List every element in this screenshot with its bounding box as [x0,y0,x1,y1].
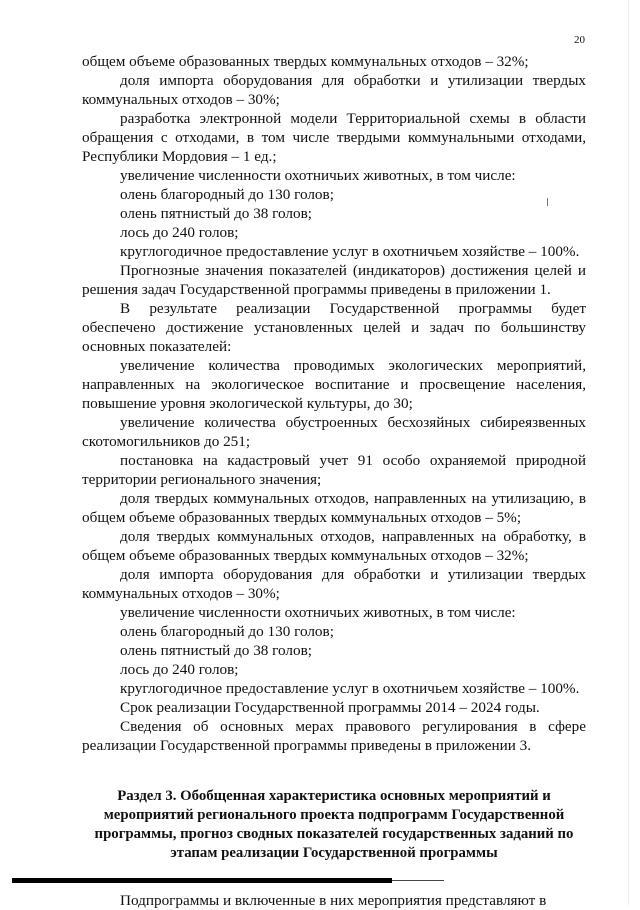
paragraph: общем объеме образованных твердых коммунальных отходов – 32%; [82,53,529,70]
paragraph: разработка электронной модели Территориальной схемы в области обращения с отходами, в том числе твердыми коммунальными отходами, Республики Мордовия – 1 ед.; [82,110,586,165]
paragraph: Сведения об основных мерах правового регулирования в сфере реализации Государственной программы приведены в приложении 3. [82,718,586,754]
section-heading: Раздел 3. Обобщенная характеристика основных мероприятий и мероприятий регионального проекта подпрограмм Государственной программы, прогноз сводных показателей государственных заданий по этапам реализации Государственной программы [94,788,574,861]
final-paragraph: Подпрограммы и включенные в них мероприятия представляют в [120,892,547,909]
document-body [82,52,586,910]
paragraph: доля импорта оборудования для обработки и утилизации твердых коммунальных отходов – 30%; [82,566,586,602]
paragraph: доля твердых коммунальных отходов, направленных на обработку, в общем объеме образованных твердых коммунальных отходов – 32%; [82,528,586,564]
scan-bottom-line [392,880,444,881]
paragraph: лось до 240 голов; [120,661,239,678]
paragraph: Прогнозные значения показателей (индикаторов) достижения целей и решения задач Государственной программы приведены в приложении 1. [82,262,586,298]
paragraph: увеличение количества проводимых экологических мероприятий, направленных на экологическое воспитание и просвещение населения, повышение уровня экологической культуры, до 30; [82,357,586,412]
paragraph: круглогодичное предоставление услуг в охотничьем хозяйстве – 100%. [120,680,580,697]
paragraph: лось до 240 голов; [120,224,239,241]
page-number: 20 [574,34,585,46]
paragraph-list [82,52,586,755]
paragraph: увеличение численности охотничьих животных, в том числе: [120,167,516,184]
paragraph: олень пятнистый до 38 голов; [120,205,312,222]
paragraph: олень благородный до 130 голов; [120,623,334,640]
paragraph: постановка на кадастровый учет 91 особо охраняемой природной территории регионального значения; [82,452,586,488]
paragraph: олень пятнистый до 38 голов; [120,642,312,659]
paragraph: увеличение количества обустроенных бесхозяйных сибиреязвенных скотомогильников до 251; [82,414,586,450]
paragraph: олень благородный до 130 голов; [120,186,334,203]
paragraph: В результате реализации Государственной программы будет обеспечено достижение установленных целей и задач по большинству основных показателей: [82,300,586,355]
paragraph: Срок реализации Государственной программы 2014 – 2024 годы. [120,699,540,716]
paragraph: круглогодичное предоставление услуг в охотничьем хозяйстве – 100%. [120,243,580,260]
paragraph: доля импорта оборудования для обработки и утилизации твердых коммунальных отходов – 30%; [82,72,586,108]
scan-bottom-bar [12,878,392,883]
paragraph: увеличение численности охотничьих животных, в том числе: [120,604,516,621]
page-edge-line [628,0,629,905]
paragraph: доля твердых коммунальных отходов, направленных на утилизацию, в общем объеме образованных твердых коммунальных отходов – 5%; [82,490,586,526]
